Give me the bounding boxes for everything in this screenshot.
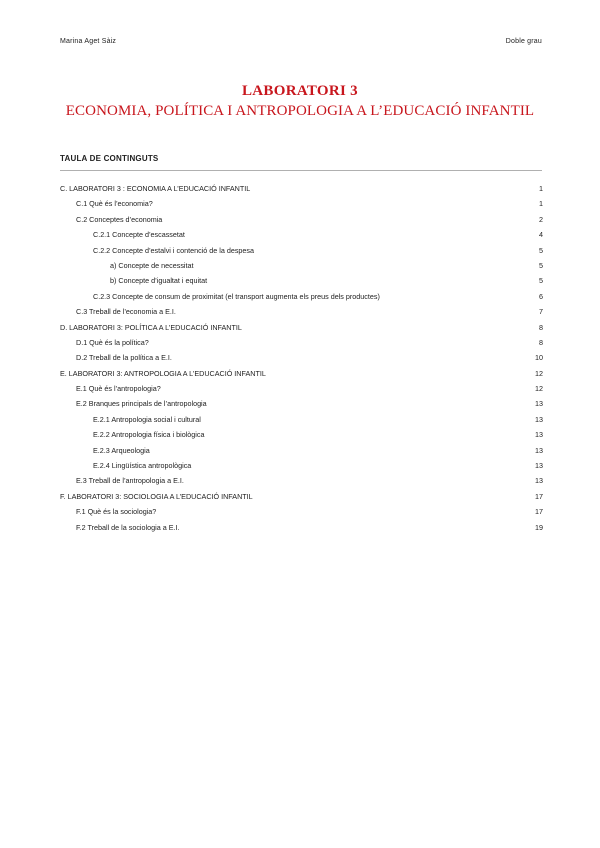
- toc-entry-label[interactable]: F.1 Què és la sociologia?: [76, 507, 157, 517]
- toc-entry-page-number[interactable]: 2: [539, 214, 543, 224]
- toc-entry-page-number[interactable]: 10: [535, 353, 543, 363]
- toc-entry-label[interactable]: C.2.3 Concepte de consum de proximitat (el transport augmenta els preus dels productes): [93, 291, 380, 301]
- toc-entry[interactable]: [60, 227, 543, 242]
- toc-entry-label[interactable]: E. LABORATORI 3: ANTROPOLOGIA A L’EDUCACIÓ INFANTIL: [60, 368, 266, 378]
- toc-entry-label[interactable]: F. LABORATORI 3: SOCIOLOGIA A L’EDUCACIÓ INFANTIL: [60, 491, 253, 501]
- toc-entry-page-number[interactable]: 8: [539, 322, 543, 332]
- table-of-contents: [60, 181, 543, 535]
- toc-entry[interactable]: [60, 335, 543, 350]
- toc-entry-label[interactable]: a) Concepte de necessitat: [110, 260, 194, 270]
- toc-entry[interactable]: [60, 258, 543, 273]
- document-subtitle: ECONOMIA, POLÍTICA I ANTROPOLOGIA A L’EDUCACIÓ INFANTIL: [65, 103, 535, 119]
- toc-entry-label[interactable]: E.2.2 Antropologia física i biològica: [93, 430, 205, 440]
- toc-entry-label[interactable]: D.2 Treball de la política a E.I.: [76, 353, 172, 363]
- toc-entry-page-number[interactable]: 17: [535, 491, 543, 501]
- toc-entry-page-number[interactable]: 13: [535, 414, 543, 424]
- toc-entry-label[interactable]: E.2.3 Arqueologia: [93, 445, 150, 455]
- toc-entry[interactable]: [60, 320, 543, 335]
- toc-entry[interactable]: [60, 273, 543, 288]
- toc-entry[interactable]: [60, 181, 543, 196]
- toc-entry-label[interactable]: C.2 Conceptes d’economia: [76, 214, 163, 224]
- toc-entry-label[interactable]: E.1 Què és l’antropologia?: [76, 384, 161, 394]
- toc-entry-page-number[interactable]: 7: [539, 307, 543, 317]
- toc-entry-page-number[interactable]: 8: [539, 337, 543, 347]
- toc-entry-label[interactable]: E.2.1 Antropologia social i cultural: [93, 414, 201, 424]
- toc-entry[interactable]: [60, 504, 543, 519]
- document-title-block: [0, 82, 600, 121]
- toc-entry-page-number[interactable]: 13: [535, 476, 543, 486]
- toc-entry[interactable]: [60, 350, 543, 365]
- toc-entry[interactable]: [60, 196, 543, 211]
- header-right-text: Doble grau: [505, 38, 542, 45]
- toc-entry-label[interactable]: C.2.2 Concepte d’estalvi i contenció de la despesa: [93, 245, 255, 255]
- toc-entry-label[interactable]: C.2.1 Concepte d’escassetat: [93, 230, 185, 240]
- toc-entry[interactable]: [60, 381, 543, 396]
- toc-entry[interactable]: [60, 427, 543, 442]
- toc-entry-page-number[interactable]: 6: [539, 291, 543, 301]
- toc-entry-page-number[interactable]: 1: [539, 199, 543, 209]
- toc-entry[interactable]: [60, 304, 543, 319]
- toc-entry[interactable]: [60, 289, 543, 304]
- toc-entry[interactable]: [60, 396, 543, 411]
- toc-entry-page-number[interactable]: 19: [535, 522, 543, 532]
- toc-entry-label[interactable]: C. LABORATORI 3 : ECONOMIA A L’EDUCACIÓ INFANTIL: [60, 184, 251, 193]
- toc-entry[interactable]: [60, 366, 543, 381]
- toc-entry-label[interactable]: E.2.4 Lingüística antropològica: [93, 461, 192, 471]
- toc-entry[interactable]: [60, 458, 543, 473]
- toc-entry-label[interactable]: E.2 Branques principals de l’antropologia: [76, 399, 207, 409]
- toc-entry[interactable]: [60, 520, 543, 535]
- toc-divider: [60, 170, 542, 171]
- toc-entry-label[interactable]: D.1 Què és la política?: [76, 337, 149, 347]
- toc-entry-page-number[interactable]: 13: [535, 445, 543, 455]
- toc-entry-page-number[interactable]: 13: [535, 430, 543, 440]
- toc-entry-label[interactable]: E.3 Treball de l’antropologia a E.I.: [76, 476, 184, 486]
- toc-entry-label[interactable]: C.3 Treball de l’economia a E.I.: [76, 307, 176, 317]
- toc-entry-page-number[interactable]: 12: [535, 384, 543, 394]
- toc-entry-label[interactable]: b) Concepte d’igualtat i equitat: [110, 276, 208, 286]
- toc-entry-page-number[interactable]: 13: [535, 461, 543, 471]
- toc-entry[interactable]: [60, 473, 543, 488]
- toc-entry[interactable]: [60, 489, 543, 504]
- toc-entry-page-number[interactable]: 5: [539, 260, 543, 270]
- toc-entry-page-number[interactable]: 4: [539, 230, 543, 240]
- toc-entry[interactable]: [60, 243, 543, 258]
- toc-entry-page-number[interactable]: 1: [539, 184, 543, 193]
- toc-entry[interactable]: [60, 443, 543, 458]
- toc-heading: TAULA DE CONTINGUTS: [60, 154, 159, 163]
- toc-entry-page-number[interactable]: 12: [535, 368, 543, 378]
- toc-entry[interactable]: [60, 212, 543, 227]
- toc-entry-page-number[interactable]: 5: [539, 245, 543, 255]
- toc-entry-label[interactable]: F.2 Treball de la sociologia a E.I.: [76, 522, 180, 532]
- toc-entry-label[interactable]: C.1 Què és l’economia?: [76, 199, 153, 209]
- header-author: Marina Aget Sàiz: [60, 38, 117, 45]
- document-title: LABORATORI 3: [242, 83, 358, 99]
- toc-entry-page-number[interactable]: 13: [535, 399, 543, 409]
- toc-entry-page-number[interactable]: 17: [535, 507, 543, 517]
- toc-entry-label[interactable]: D. LABORATORI 3: POLÍTICA A L’EDUCACIÓ INFANTIL: [60, 322, 242, 332]
- toc-entry[interactable]: [60, 412, 543, 427]
- toc-entry-page-number[interactable]: 5: [539, 276, 543, 286]
